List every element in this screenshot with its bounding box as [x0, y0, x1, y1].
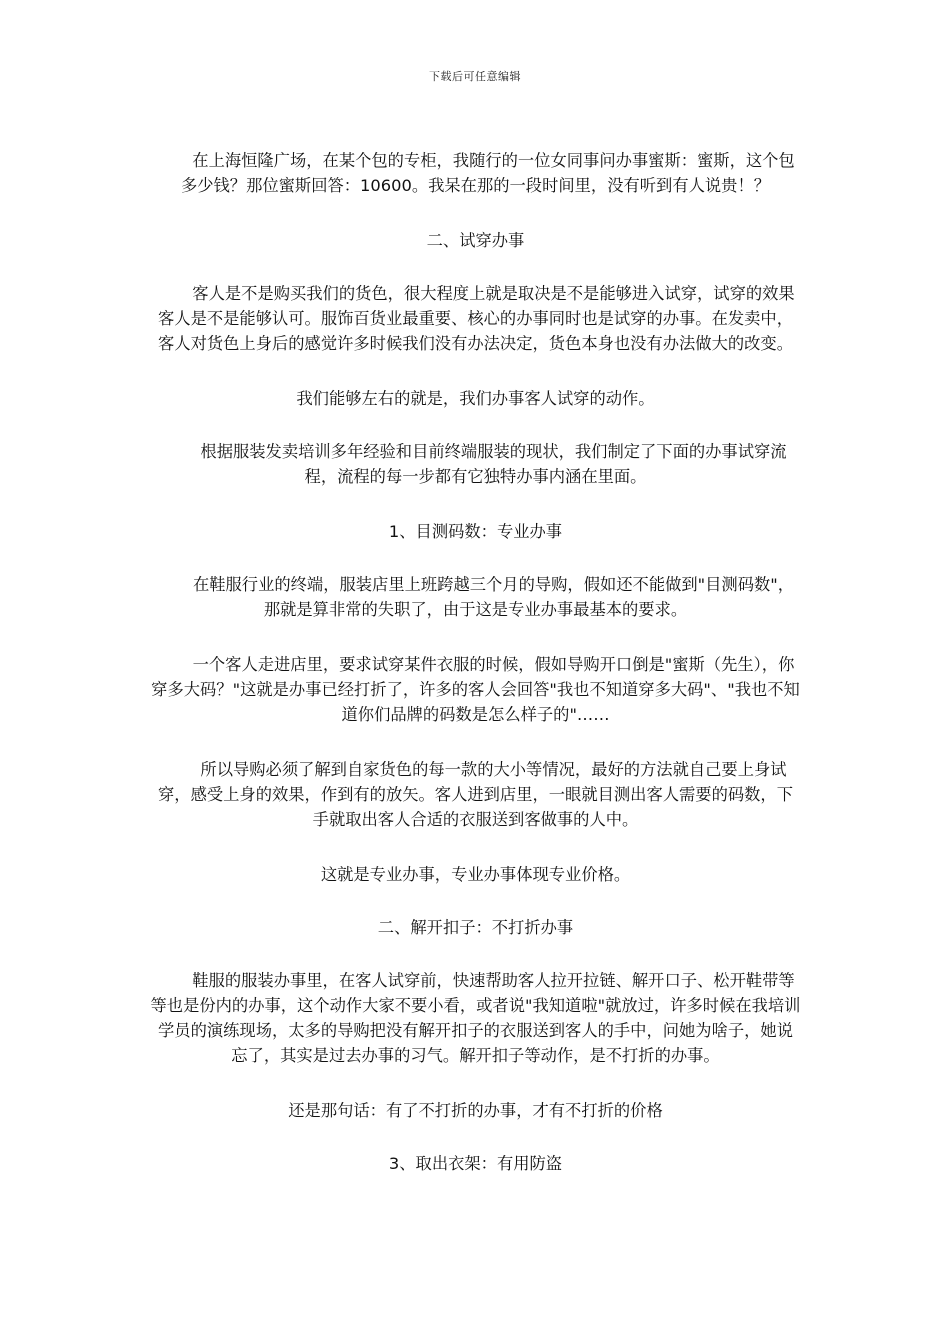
- paragraph-no-discount-service: 还是那句话：有了不打折的办事，才有不打折的价格: [288, 1101, 663, 1120]
- section-heading-remove-hanger: 3、取出衣架：有用防盗: [388, 1154, 563, 1173]
- paragraph-what-we-control: 我们能够左右的就是，我们办事客人试穿的动作。: [296, 389, 655, 408]
- paragraph-unbutton-detail: 鞋服的服装办事里，在客人试穿前，快速帮助客人拉开拉链、解开口子、松开鞋带等等也是份内的办事，这个动作大家不要小看，或者说"我知道啦"就放过，许多时候在我培训学员的演练现场，太多的导购把没有解开扣子的衣服送到客人的手中，问她为啥子，她说忘了，其实是过去办事的习气。解开扣子等动作，是不打折的办事。: [150, 971, 801, 1065]
- document-body: [150, 148, 801, 1204]
- paragraph-customer-example: 一个客人走进店里，要求试穿某件衣服的时候，假如导购开口倒是"蜜斯（先生），你穿多大码？"这就是办事已经打折了，许多的客人会回答"我也不知道穿多大码"、"我也不知道你们品牌的码数是怎么样子的"……: [151, 655, 800, 724]
- paragraph-try-on-importance: 客人是不是购买我们的货色，很大程度上就是取决是不是能够进入试穿，试穿的效果客人是不是能够认可。服饰百货业最重要、核心的办事同时也是试穿的办事。在发卖中，客人对货色上身后的感觉许多时候我们没有办法决定，货色本身也没有办法做大的改变。: [158, 284, 795, 353]
- section-heading-measure-size: 1、目测码数：专业办事: [388, 522, 563, 541]
- page-header: 下载后可任意编辑: [429, 70, 521, 83]
- section-heading-try-on-service: 二、试穿办事: [426, 231, 525, 250]
- paragraph-process-intro: 根据服装发卖培训多年经验和目前终端服装的现状，我们制定了下面的办事试穿流程，流程的每一步都有它独特办事内涵在里面。: [200, 442, 787, 486]
- paragraph-intro-story: 在上海恒隆广场，在某个包的专柜，我随行的一位女同事问办事蜜斯：蜜斯，这个包多少钱？那位蜜斯回答：10600。我呆在那的一段时间里，没有听到有人说贵！？: [180, 151, 795, 195]
- paragraph-know-products: 所以导购必须了解到自家货色的每一款的大小等情况，最好的方法就自己要上身试穿，感受上身的效果，作到有的放矢。客人进到店里，一眼就目测出客人需要的码数，下手就取出客人合适的衣服送到客做事的人中。: [158, 760, 793, 829]
- section-heading-unbutton: 二、解开扣子：不打折办事: [377, 918, 574, 937]
- paragraph-measure-size-requirement: 在鞋服行业的终端，服装店里上班跨越三个月的导购，假如还不能做到"目测码数"，那就是算非常的失职了，由于这是专业办事最基本的要求。: [192, 575, 795, 619]
- paragraph-professional-service: 这就是专业办事，专业办事体现专业价格。: [320, 865, 631, 884]
